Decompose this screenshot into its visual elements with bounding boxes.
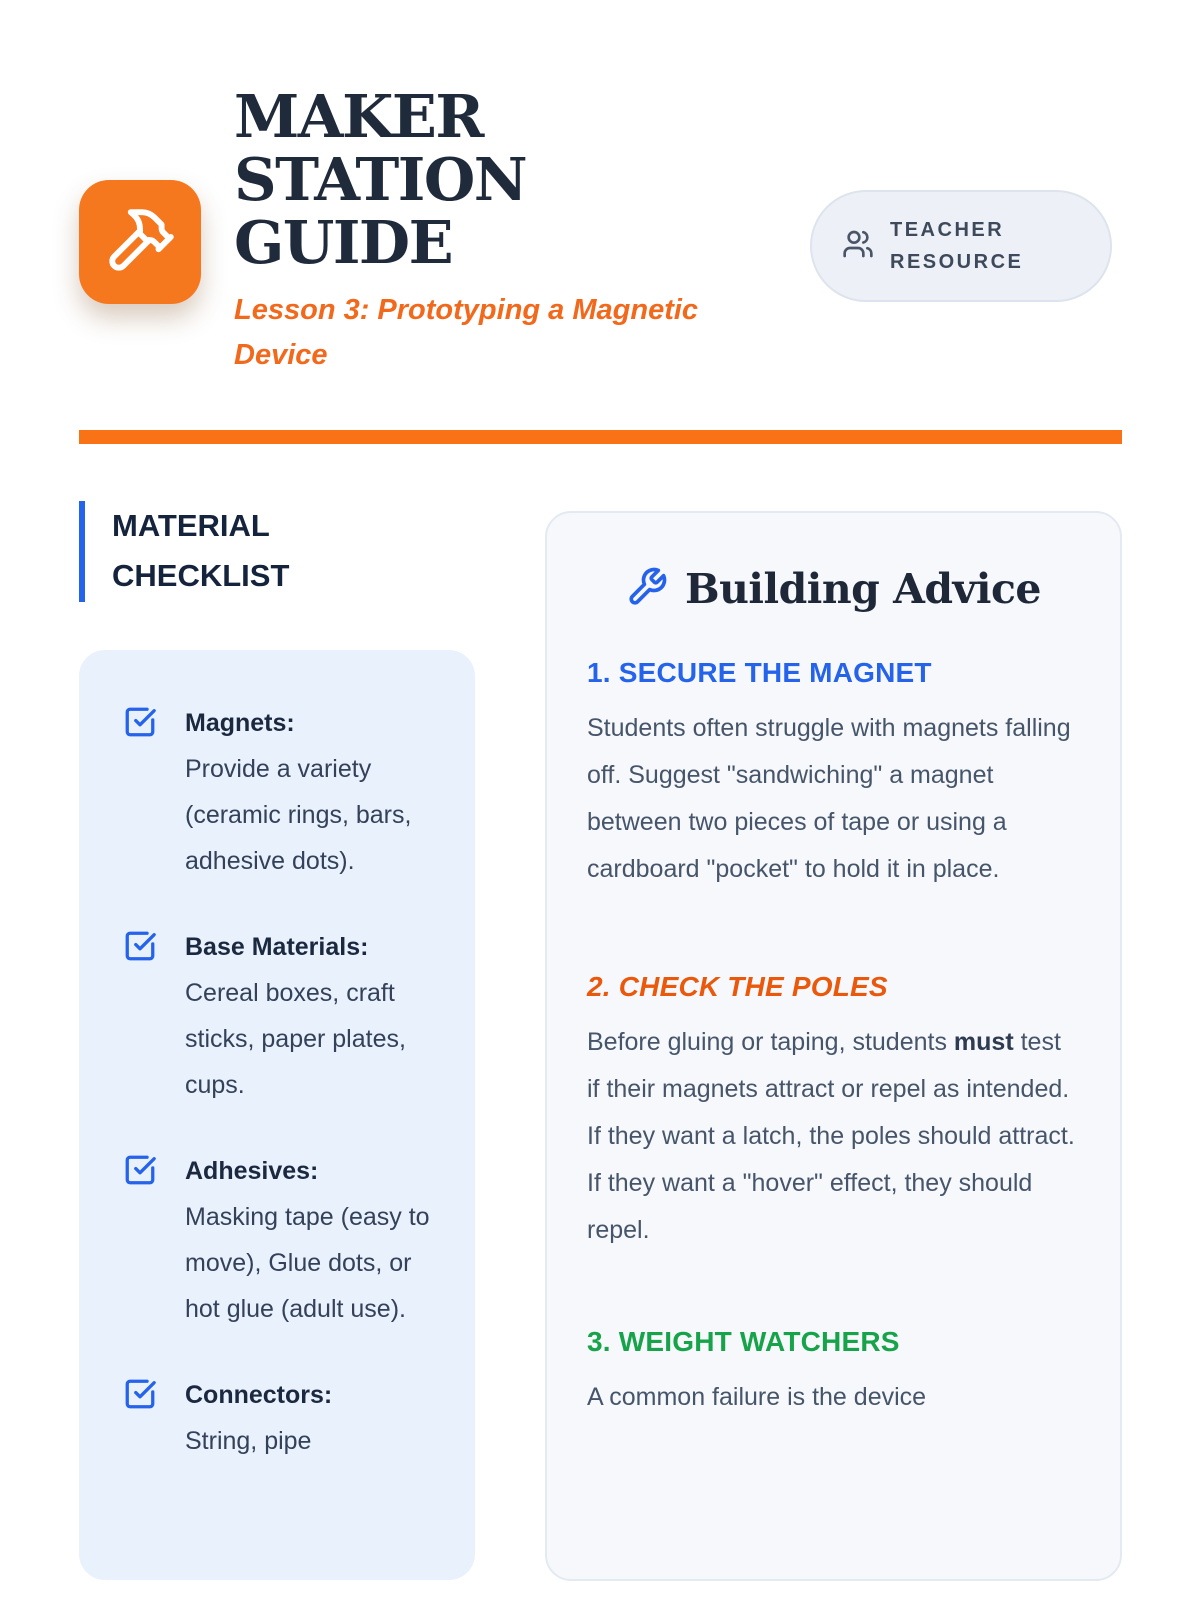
- checklist-item-body: [185, 700, 447, 884]
- advice-text-after: test if their magnets attract or repel as intended. If they want a latch, the poles should attract. If they want a "hover" effect, they should repel.: [587, 1028, 1075, 1245]
- main-content: [79, 501, 1122, 1581]
- checklist-item-label: Base Materials:: [185, 932, 369, 961]
- advice-text-bold: must: [953, 1028, 1014, 1057]
- check-square-icon: [123, 924, 157, 968]
- advice-section-weight-watchers: [587, 1326, 1080, 1421]
- advice-section-check-poles: [587, 971, 1080, 1254]
- advice-text-before: Before gluing or taping, students: [587, 1028, 954, 1057]
- checklist-item-body: [185, 1148, 447, 1332]
- orange-divider: [79, 430, 1122, 444]
- check-square-icon: [123, 1372, 157, 1416]
- advice-section-heading: 1. SECURE THE MAGNET: [587, 657, 932, 689]
- checklist-item-text: Cereal boxes, craft sticks, paper plates, cups.: [185, 978, 406, 1099]
- checklist-item-text: Masking tape (easy to move), Glue dots, or hot glue (adult use).: [185, 1202, 430, 1323]
- checklist-heading: MATERIAL CHECKLIST: [79, 501, 349, 601]
- checklist-item-text: Provide a variety (ceramic rings, bars, adhesive dots).: [185, 754, 412, 875]
- checklist-item-text: String, pipe: [185, 1426, 312, 1455]
- advice-section-heading: 2. CHECK THE POLES: [587, 971, 888, 1003]
- advice-section-text: A common failure is the device: [587, 1383, 927, 1412]
- building-advice-card: [545, 511, 1122, 1581]
- logo-tile: [79, 180, 201, 304]
- advice-section-text: [587, 1019, 1080, 1254]
- checklist-item-label: Connectors:: [185, 1380, 333, 1409]
- checklist-item-label: Magnets:: [185, 708, 295, 737]
- teacher-resource-badge: [810, 190, 1112, 302]
- page-header: [79, 82, 1122, 378]
- title-block: [234, 82, 779, 378]
- checklist-item-label: Adhesives:: [185, 1156, 319, 1185]
- checklist-item-body: [185, 1372, 332, 1464]
- badge-label: TEACHER RESOURCE: [890, 219, 1024, 273]
- page-title: MAKER STATION GUIDE: [234, 82, 527, 278]
- advice-section-text: Students often struggle with magnets falling off. Suggest "sandwiching" a magnet between two pieces of tape or using a cardboard "pocket" to hold it in place.: [587, 714, 1071, 884]
- building-advice-column: [545, 501, 1122, 1581]
- lesson-subtitle: Lesson 3: Prototyping a Magnetic Device: [234, 294, 699, 372]
- advice-section-heading: 3. WEIGHT WATCHERS: [587, 1326, 900, 1358]
- advice-title-row: [587, 565, 1080, 613]
- advice-title: Building Advice: [684, 565, 1042, 614]
- checklist-item-body: [185, 924, 447, 1108]
- checklist-item-magnets: [123, 700, 447, 884]
- hammer-icon: [103, 203, 177, 282]
- check-square-icon: [123, 1148, 157, 1192]
- wrench-icon: [626, 566, 668, 613]
- checklist-card: [79, 650, 475, 1580]
- check-square-icon: [123, 700, 157, 744]
- users-icon: [842, 228, 874, 265]
- checklist-item-connectors: [123, 1372, 447, 1464]
- checklist-item-adhesives: [123, 1148, 447, 1332]
- advice-section-secure-magnet: [587, 657, 1080, 893]
- checklist-item-base-materials: [123, 924, 447, 1108]
- material-checklist-column: [79, 501, 475, 1579]
